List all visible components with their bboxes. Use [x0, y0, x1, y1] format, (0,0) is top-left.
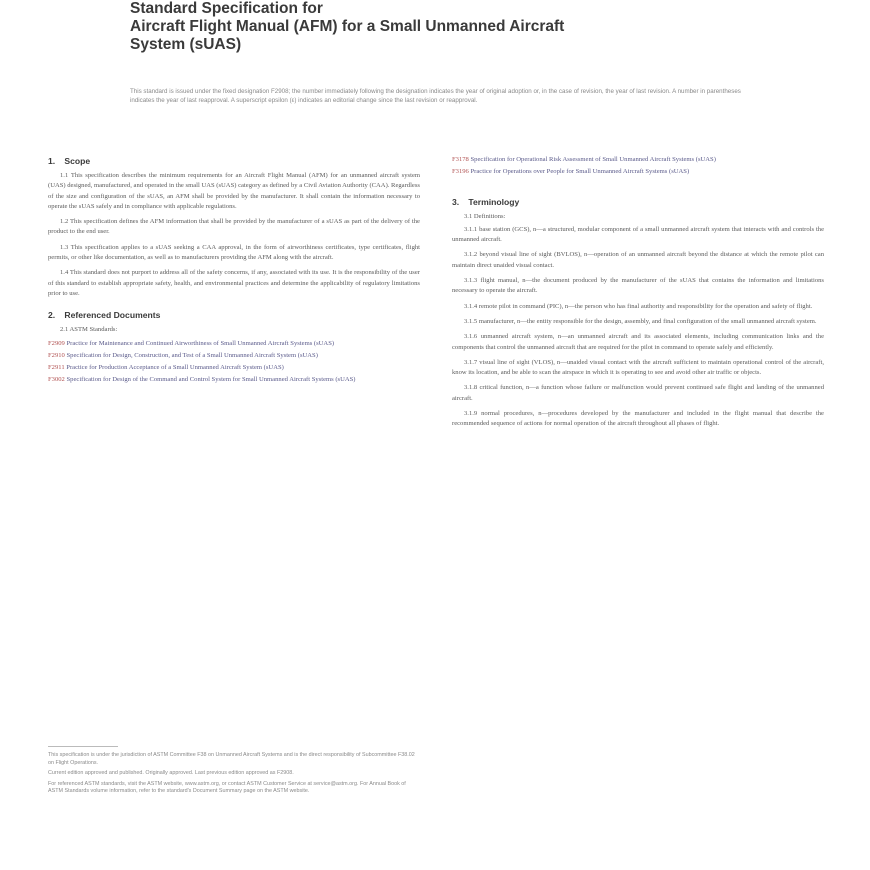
- scope-paragraph: 1.4 This standard does not purport to address all of the safety concerns, if any, associated with its use. It is the responsibility of the user of this standard to establish appropriate safety, health, and environmental practices and determine the applicability of regulatory limitations prior to use.: [48, 269, 420, 297]
- title-line-3: System (sUAS): [130, 36, 242, 53]
- left-column: [48, 155, 420, 388]
- scope-paragraph: 1.3 This specification applies to a sUAS seeking a CAA approval, in the form of airworthiness certificates, type certificates, flight permits, or other like documentation, as well as to manufacturers providing the AFM along with the aircraft.: [48, 243, 420, 262]
- scope-paragraph: 1.2 This specification defines the AFM information that shall be provided by the manufacturer of a sUAS as part of the delivery of the product to the end user.: [48, 218, 420, 236]
- reference-item[interactable]: [48, 375, 420, 385]
- designation-note: This standard is issued under the fixed designation F2908; the number immediately following the designation indicates the year of original adoption or, in the case of revision, the year of last revision. A number in parentheses indicates the year of last reapproval. A superscript epsilon (ε) indicates an editorial change since the last revision or reapproval.: [130, 88, 741, 104]
- title-line-1: Standard Specification for: [130, 0, 323, 17]
- document-title: [130, 0, 750, 54]
- section-heading-terminology: [452, 196, 824, 208]
- reference-title[interactable]: Practice for Maintenance and Continued Airworthiness of Small Unmanned Aircraft Systems (sUAS): [66, 339, 335, 347]
- subsection-label: 2.1 ASTM Standards:: [60, 326, 118, 334]
- footnote-divider: [48, 746, 118, 747]
- section-heading-scope: [48, 155, 420, 167]
- reference-code[interactable]: F3002: [48, 376, 65, 384]
- section-number: 3.: [452, 196, 460, 207]
- reference-title[interactable]: Specification for Design of the Command and Control System for Small Unmanned Aircraft Systems (sUAS): [66, 376, 356, 384]
- definition-paragraph: 3.1.4 remote pilot in command (PIC), n—the person who has final authority and responsibility for the operation and safety of flight.: [464, 302, 813, 310]
- reference-item[interactable]: [48, 351, 420, 361]
- definition-paragraph: 3.1.9 normal procedures, n—procedures developed by the manufacturer and included in the flight manual that describe the recommended sequence of actions for normal operation of the aircraft throughout all phases of flight.: [452, 410, 824, 428]
- section-heading-referenced-documents: [48, 309, 420, 321]
- footnote: Current edition approved and published. Originally approved. Last previous edition approved as F2908.: [48, 770, 294, 777]
- reference-title[interactable]: Practice for Operations over People for Small Unmanned Aircraft Systems (sUAS): [470, 168, 690, 176]
- section-title: Scope: [64, 156, 91, 166]
- reference-code[interactable]: F3196: [452, 168, 469, 176]
- definition-paragraph: 3.1.6 unmanned aircraft system, n—an unmanned aircraft and its associated elements, including communication links and the components that control the unmanned aircraft that are required for the pilot in command to operate safely and efficiently.: [452, 333, 824, 351]
- reference-item[interactable]: [452, 167, 824, 177]
- footnotes: [48, 752, 420, 799]
- definition-paragraph: 3.1.5 manufacturer, n—the entity responsible for the design, assembly, and final configuration of the small unmanned aircraft system.: [464, 317, 817, 325]
- reference-title[interactable]: Specification for Operational Risk Assessment of Small Unmanned Aircraft Systems (sUAS): [470, 156, 716, 163]
- scope-paragraph: 1.1 This specification describes the minimum requirements for an Aircraft Flight Manual (AFM) for an unmanned aircraft system (UAS) designed, manufactured, and operated in the small UAS (sUAS) category as defined by a Civil Aviation Authority (CAA). Regardless of the size and configuration of the sUAS, an AFM shall be provided by the manufacturer. It shall contain the information necessary to operate the sUAS safely and in compliance with applicable regulations.: [48, 172, 420, 210]
- definition-paragraph: 3.1.2 beyond visual line of sight (BVLOS), n—operation of an unmanned aircraft beyond the distance at which the remote pilot can maintain direct unaided visual contact.: [452, 251, 824, 269]
- reference-item[interactable]: [452, 155, 824, 165]
- section-number: 1.: [48, 156, 56, 166]
- section-number: 2.: [48, 310, 56, 321]
- reference-code[interactable]: F2910: [48, 351, 65, 359]
- definition-paragraph: 3.1.3 flight manual, n—the document produced by the manufacturer of the sUAS that contains the information and limitations necessary to operate the aircraft.: [452, 277, 824, 295]
- reference-title[interactable]: Specification for Design, Construction, and Test of a Small Unmanned Aircraft System (sUAS): [66, 351, 318, 359]
- right-column: [452, 155, 824, 435]
- section-title: Terminology: [468, 196, 520, 207]
- reference-item[interactable]: [48, 339, 420, 349]
- section-title: Referenced Documents: [64, 310, 161, 321]
- definition-paragraph: 3.1.7 visual line of sight (VLOS), n—unaided visual contact with the aircraft sufficient to maintain operational control of the aircraft, know its location, and be able to scan the airspace in which it is operating to see and avoid other air traffic or objects.: [452, 358, 824, 377]
- reference-item[interactable]: [48, 363, 420, 373]
- reference-code[interactable]: F2911: [48, 364, 65, 372]
- footnote: This specification is under the jurisdiction of ASTM Committee F38 on Unmanned Aircraft Systems and is the direct responsibility of Subcommittee F38.02 on Flight Operations.: [48, 752, 415, 766]
- reference-code[interactable]: F3178: [452, 156, 469, 163]
- footnote: For referenced ASTM standards, visit the ASTM website, www.astm.org, or contact ASTM Customer Service at service@astm.org. For Annual Book of ASTM Standards volume information, refer to the standard's Document Summary page on the ASTM website.: [48, 780, 406, 795]
- reference-title[interactable]: Practice for Production Acceptance of a Small Unmanned Aircraft System (sUAS): [66, 364, 284, 372]
- title-line-2: Aircraft Flight Manual (AFM) for a Small Unmanned Aircraft: [130, 18, 565, 35]
- subsection-label: 3.1 Definitions:: [464, 212, 506, 220]
- definition-paragraph: 3.1.8 critical function, n—a function whose failure or malfunction would prevent continued safe flight and landing of the unmanned aircraft.: [452, 384, 824, 402]
- definition-paragraph: 3.1.1 base station (GCS), n—a structured, modular component of a small unmanned aircraft system that interacts with and controls the unmanned aircraft.: [452, 225, 824, 244]
- reference-code[interactable]: F2909: [48, 339, 65, 347]
